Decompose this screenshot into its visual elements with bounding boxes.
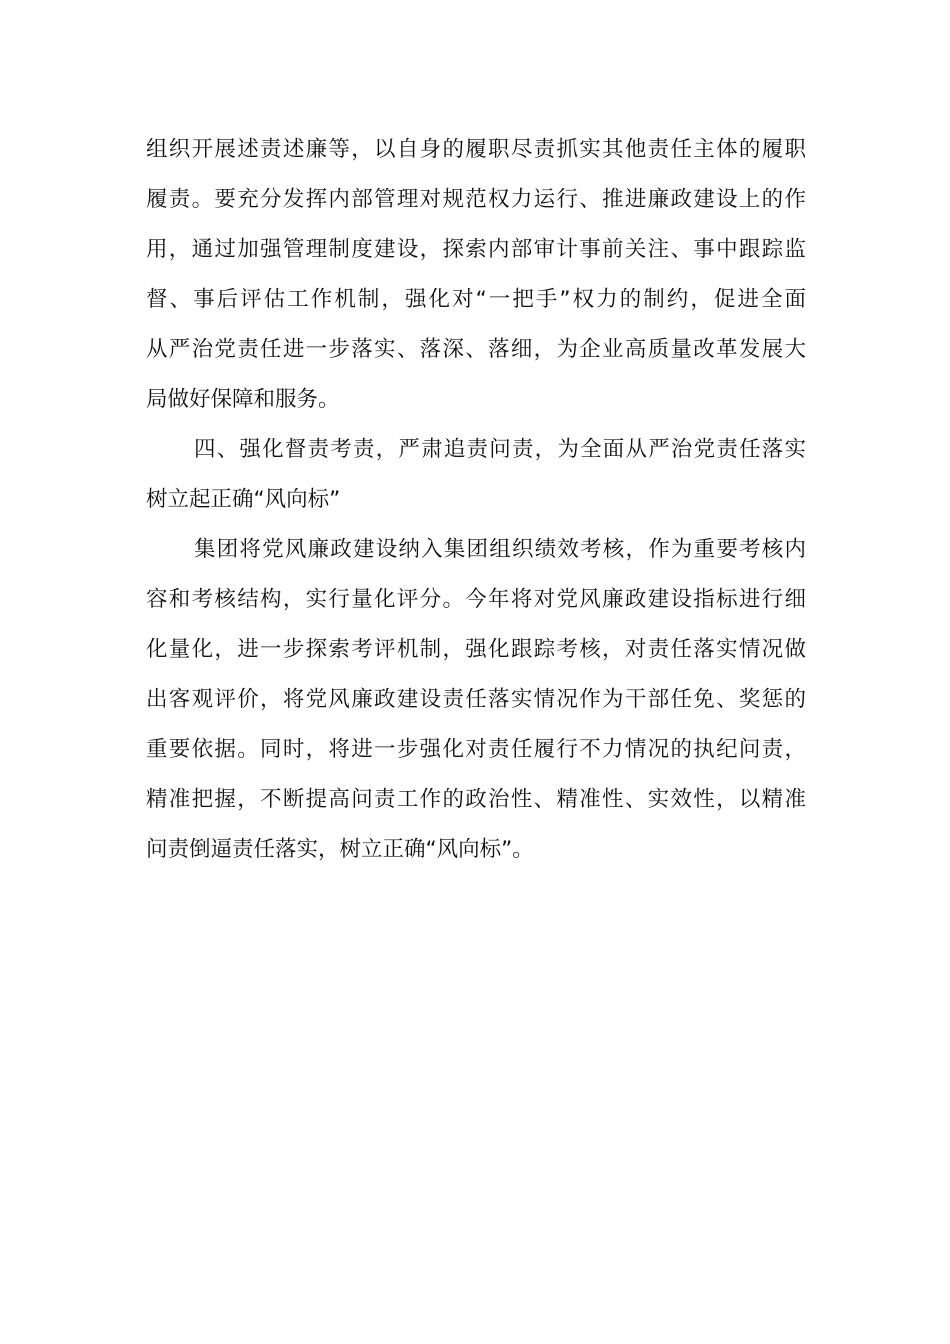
paragraph-line: 督、事后评估工作机制，强化对“一把手”权力的制约，促进全面	[146, 287, 806, 312]
paragraph-line: 容和考核结构，实行量化评分。今年将对党风廉政建设指标进行细	[146, 587, 806, 612]
paragraph-line: 履责。要充分发挥内部管理对规范权力运行、推进廉政建设上的作	[146, 187, 806, 212]
paragraph-line: 组织开展述责述廉等，以自身的履职尽责抓实其他责任主体的履职	[146, 137, 806, 162]
paragraph-line: 重要依据。同时，将进一步强化对责任履行不力情况的执纪问责，	[146, 737, 806, 762]
paragraph-line: 局做好保障和服务。	[146, 387, 340, 412]
paragraph-line: 问责倒逼责任落实，树立正确“风向标”。	[146, 837, 534, 862]
section-heading-line: 四、强化督责考责，严肃追责问责，为全面从严治党责任落实	[194, 437, 806, 462]
paragraph-line: 出客观评价，将党风廉政建设责任落实情况作为干部任免、奖惩的	[146, 687, 806, 712]
paragraph-line: 精准把握，不断提高问责工作的政治性、精准性、实效性，以精准	[146, 787, 806, 812]
paragraph-line: 集团将党风廉政建设纳入集团组织绩效考核，作为重要考核内	[194, 537, 806, 562]
paragraph-line: 从严治党责任进一步落实、落深、落细，为企业高质量改革发展大	[146, 337, 806, 362]
section-heading-line: 树立起正确“风向标”	[146, 487, 341, 512]
paragraph-line: 化量化，进一步探索考评机制，强化跟踪考核，对责任落实情况做	[146, 637, 806, 662]
paragraph-line: 用，通过加强管理制度建设，探索内部审计事前关注、事中跟踪监	[146, 237, 806, 262]
